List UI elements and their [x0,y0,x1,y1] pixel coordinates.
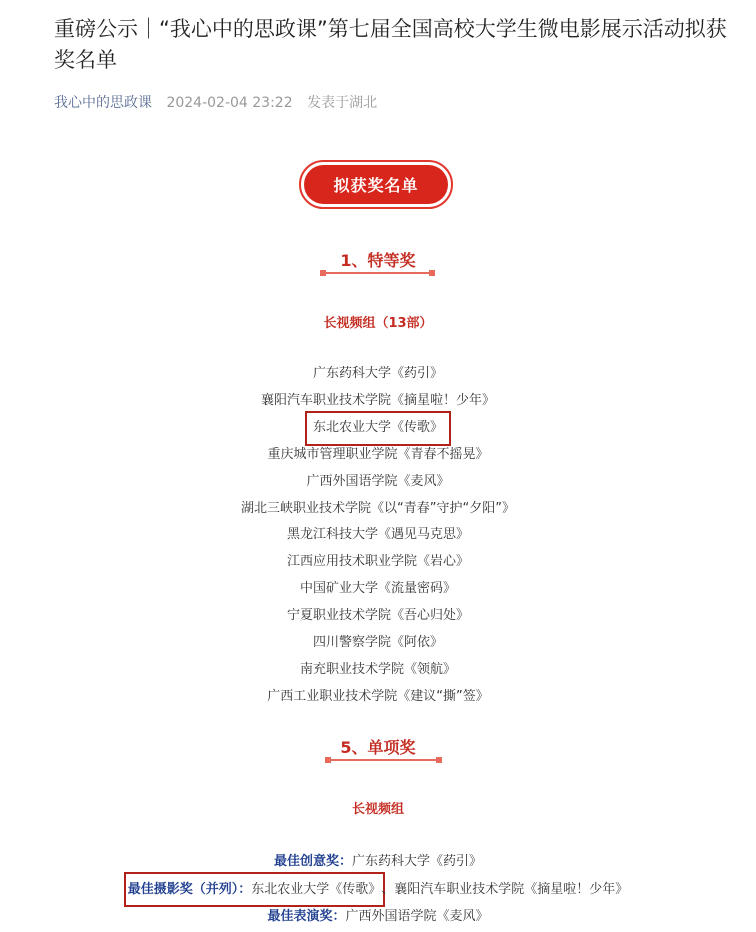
section-subheading-long-video: 长视频组（13部） [323,316,433,331]
list-item: 江西应用技术职业学院《岩心》 [286,554,469,570]
list-item: 中国矿业大学《流量密码》 [299,581,456,597]
award-value: 广东药科大学《药引》 [352,854,483,869]
list-item: 湖北三峡职业技术学院《以“青春”守护“夕阳”》 [241,500,515,516]
list-item: 南充职业技术学院《领航》 [299,661,456,677]
list-item: 广西外国语学院《麦风》 [306,473,450,489]
list-item: 宁夏职业技术学院《吾心归处》 [286,608,469,624]
award-value: 广西外国语学院《麦风》 [345,909,489,924]
publish-date: 2024-02-04 23:22 [166,95,293,111]
banner-label: 拟获奖名单 [304,165,448,204]
article-meta [54,93,377,113]
award-value: 东北农业大学《传歌》 [251,881,382,897]
award-label: 最佳表演奖： [267,909,346,924]
publish-location: 发表于湖北 [307,95,378,111]
award-label: 最佳创意奖： [273,854,352,869]
section-divider [323,272,432,274]
award-row [0,876,756,904]
author-link[interactable]: 我心中的思政课 [54,95,152,111]
award-value-extra: 、襄阳汽车职业技术学院《摘星啦！少年》 [381,881,629,897]
single-awards-list [0,848,756,931]
section-subheading-long-video: 长视频组 [351,802,404,817]
article-title: 重磅公示｜“我心中的思政课”第七届全国高校大学生微电影展示活动拟获奖名单 [54,17,727,72]
list-item: 广西工业职业技术学院《建议“撕”签》 [267,688,489,704]
list-item-highlighted [0,415,756,442]
award-list-banner [299,160,453,209]
award-label: 最佳摄影奖（并列）： [127,881,252,897]
list-item: 黑龙江科技大学《遇见马克思》 [286,527,469,543]
list-item: 广东药科大学《药引》 [312,366,443,381]
highlight-box: 东北农业大学《传歌》 [309,415,447,442]
section-divider [328,759,439,761]
award-row [0,903,756,931]
list-item: 重庆城市管理职业学院《青春不摇晃》 [267,446,489,462]
list-item: 四川警察学院《阿依》 [312,635,443,651]
highlight-box [128,876,382,904]
special-prize-list [0,361,756,711]
section-heading-single-awards: 5、单项奖 [340,738,416,757]
list-item: 襄阳汽车职业技术学院《摘星啦！少年》 [260,392,495,408]
section-heading-special-prize: 1、特等奖 [340,251,416,270]
award-row [0,848,756,876]
